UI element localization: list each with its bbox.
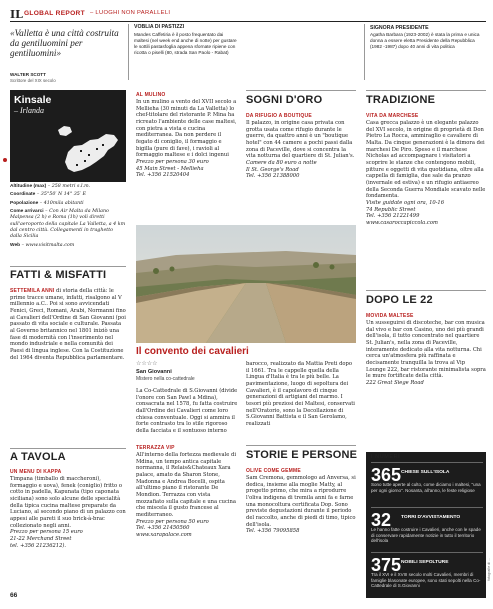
bullet-dot	[3, 158, 7, 162]
tradizione-body	[366, 120, 486, 227]
kinsale-info	[10, 184, 126, 251]
numeri-divider	[371, 552, 483, 553]
dopo-title: DOPO LE 22	[366, 294, 433, 306]
terrazza-subhead: TERRAZZA VIP	[136, 445, 175, 451]
tradizione-price: Visite guidate ogni ora, 10-16	[366, 199, 445, 206]
section-subtitle: – LUOGHI NON PARALLELI	[90, 10, 171, 17]
come-label: Come arrivarci	[10, 208, 44, 214]
tavola-subhead: UN MENU DI KAPPA	[10, 469, 62, 475]
sogni-body	[246, 120, 356, 180]
storie-tel: Tel. +356 79095858	[246, 528, 300, 535]
convento-sub: Mistero nella co-cattedrale	[136, 376, 195, 382]
kinsale-title: Kinsale	[14, 94, 52, 106]
photo-caption-title: Il convento dei cavalieri	[136, 346, 249, 357]
dopo-text: Un susseguirsi di discoteche, bar con musica dal vivo e bar con Casino, uno dei più grandi dell'isola, il tutto concentrato nel quartiere St. Julian's, nella zona di Paceville, interamente dedicato alla vita notturna. Chi cerca un'atmosfera più raffinata e decisamente tranquilla la trova al Vip Lounge 222, bar ristorante minimalista sopra le mure fortificate della città.	[366, 320, 486, 380]
tradizione-title: TRADIZIONE	[366, 94, 436, 106]
rating-stars: ☆☆☆☆	[136, 361, 158, 367]
numeri-item	[371, 465, 483, 495]
fatti-title: FATTI & MISFATTI	[10, 269, 107, 281]
box-vobla-title: VOBLIA DI PASTIZZI	[134, 24, 185, 30]
page-number: 66	[10, 592, 18, 599]
numeri-divider	[371, 462, 483, 463]
numeri-text: Le hanno fatte costruire i Cavalieri, anche con le spade di conservare rapidamente notizie in tutto il territorio dell'isola	[371, 527, 481, 544]
numeri-label: NOBILI SEPOLTURE	[401, 560, 449, 565]
terrazza-text: All'interno della fortezza medievale di Mdina, un tempo antica capitale normanna, il Relais&Chateaux Xara palace, amato da Sharon Stone, Madonna e Andrea Bocelli, ospita all'ultimo piano il ristorante De Mondion. Terrazza con vista mozzafiato sulla capitale e una cucina che miscela il gusto francese al mediterraneo.	[136, 452, 236, 518]
web-value: – www.visitmalta.com	[21, 242, 75, 248]
storie-subhead: OLIVE COME GEMME	[246, 468, 301, 474]
tradizione-subhead: VITA DA MARCHESE	[366, 113, 419, 119]
rule	[10, 266, 126, 267]
divider	[364, 24, 365, 80]
numeri-label: TORRI D'AVVISTAMENTO	[401, 515, 461, 520]
convento-photo	[136, 225, 356, 343]
mulino-text: In un mulino a vento del XVII secolo a Mellieha (30 minuti da La Valletta) lo chef-titolare del ristorante P. Mina ha ricreato l'ambiente delle case maltesi, con pietra a vista e cucina mediterranea. Da non perdere il fegato di coniglio, il formaggio e bigilla (pure di fave), i ravioli al formaggio maltese e i dolci ingenui	[136, 99, 237, 159]
pull-quote: «Valletta è una città costruita da gentiluomini per gentiluomini»	[10, 28, 119, 58]
sogni-subhead: DA RIFUGIO A BOUTIQUE	[246, 113, 312, 119]
mulino-addr: 45 Main Street - Mellieha	[136, 165, 204, 172]
dopo-body	[366, 320, 486, 387]
sogni-text: Il palazzo, in origine casa privata con grotta usata come rifugio durante le guerre, da quattro anni è un "boutique hotel" con 44 camere a pochi passi dalla zona di Paceville, dove si concentra la vita notturna del quartiere di St. Julian's.	[246, 120, 355, 160]
divider	[128, 24, 129, 80]
quote-author-role: Scrittore del XIX secolo	[10, 78, 56, 83]
rule	[246, 90, 356, 91]
magazine-logo: IL	[10, 8, 23, 21]
header-rule	[10, 21, 486, 22]
sogni-price: Camere da 80 euro a notte	[246, 159, 317, 166]
box-signora-text: Agatha Barbara (1923-2002) è stata la prima e unica donna a essere eletta Presidente della Repubblica (1982 -1987) dopo 40 anni di vita politica	[370, 32, 480, 50]
pop-value: – 410mila abitanti	[39, 200, 84, 206]
numeri-header: I NUMERI	[371, 454, 401, 460]
coord-label: Coordinate	[10, 192, 36, 198]
terrazza-tel: Tel. +356 21450560	[136, 525, 190, 532]
tavola-addr: 21-22 Merchand Street	[10, 535, 72, 542]
storie-text: Sam Cremona, gemmologo ad Anversa, si dedica, insieme alla moglie Matty, al progetto primo, che mira a riprodurre l'oliva indigena di tremila anni fa e farne una monocoltura certificata Dop. Sono previste degustazioni durante il periodo del raccolto, anche di piedi di timo, tipico dell'isola.	[246, 475, 356, 528]
mulino-tel: Tel. +356 21520404	[136, 172, 190, 179]
dopo-addr: 222 Great Siege Road	[366, 379, 424, 386]
fatti-text: di storia della città: le prime tracce umane, infatti, risalgono al V millennio a.C.. Poi si sono avvicendati Fenici, Greci, Romani, Arabi, Normanni fino ai Cavalieri dell'Ordine di San Giovanni (poi passato di vita sociale e culturale. Passata al Governo britannico nel 1801 iniziò una fase di modernità con l'inserimento nel mondo industriale e nella comunità dei Paesi di lingua inglese. Con la Costituzione del 1964 diventa Repubblica parlamentare.	[10, 288, 126, 361]
tavola-text: Timpana (timballo di maccheroni), formaggio e uova), fenek (coniglio) fritto o cotto in padella, Kapunata (tipo caponata siciliana) sono solo alcune delle specialità della tipica cucina maltese preparate da Luciano, al secondo piano di un palazzo con appesi alle pareti il suo brick-à-brac collezionato negli anni.	[10, 476, 126, 529]
numeri-item	[371, 510, 483, 544]
numeri-label: CHIESE SULL'ISOLA	[401, 470, 450, 475]
altitudine-value: – 258 metri s.l.m.	[47, 184, 91, 189]
storie-body	[246, 475, 356, 535]
fortress-illustration	[136, 225, 356, 343]
rule	[366, 90, 486, 91]
section-title: GLOBAL REPORT	[24, 10, 85, 17]
terrazza-price: Prezzo per persona 50 euro	[136, 518, 209, 525]
coord-value: – 35°50′ N 14° 35′ E	[36, 192, 86, 198]
convento-col1: La Co-Cattedrale di S.Giovanni (divide l'onore con San Pawl a Mdina), consacrata nel 1578, fu fatta costruire dall'Ordine dei Cavalieri come loro chiesa conventuale. Oggi si ammira il forte contrasto tra lo stile rigoroso della facciata e il sontuoso interno	[136, 388, 238, 434]
tradizione-web[interactable]: www.casaroccapiccola.com	[366, 219, 438, 226]
tavola-tel: tel. +356 21236212).	[10, 542, 67, 549]
storie-title: STORIE E PERSONE	[246, 449, 358, 461]
fatti-body	[10, 288, 126, 361]
tradizione-text: Casa grecca palazzo è un elegante palazzo del XVI secolo, in origine di proprietà di Don Pietro La Rocca, ammiraglio e cavaliere di Malta. Da cinque generazioni è la dimora dei marchesi De Piro. Speso e il marchese Nicholas ad accompagnare i visitatori a scoprire le stanze che contengono mobili, pitture e oggetti di vita quotidiana, oltre alla cappella di famiglia, due sale da pranzo (invernale ed estiva) e un rifugio antiaereo della Seconda Guerra Mondiale scavato nelle fondamenta.	[366, 120, 486, 200]
come-value: – Con Air Malta da Milano Malpensa (2 h) e Roma (1h) voli diretti sull'aeroporto della capitale La Valletta, a 4 km dal centro città. Collegamenti in traghetto dalla Sicilia	[10, 208, 126, 240]
numeri-divider	[371, 507, 483, 508]
kinsale-subtitle: – Irlanda	[14, 106, 44, 115]
mulino-body	[136, 99, 238, 179]
rule	[246, 445, 356, 446]
numeri-text: Tra il XVI e il XVIII secolo molti Cavalieri, membri di famiglie blasonate europee, sono stati sepolti nella Co-Cattedrale di S.Giovanni	[371, 572, 481, 589]
box-vobla-text: Mandes Caffetiria è il posto frequentato dai maltesi (nel week end anche di notte) per gustare le sottili pastasfoglia appena sfornate ripiene con ricotta o piselli (80, strada San Paolo - Rabat)	[134, 32, 237, 56]
numeri-text: Sono tutte aperte al culto, come diciamo i maltesi, "una per ogni giorno". Nosanta, all'anno, le feste religiose	[371, 482, 481, 493]
convento-col2: barocco, realizzato da Mattia Preti dopo il 1661. Tra le cappelle quella della Lingua d'Italia è tra le più belle. La pavimentazione, luogo di sepoltura dei Cavalieri, è il capolavoro di cinque generazioni di artigiani del marmo. I tesori più preziosi dei Maltesi, conservati nell'Oratorio, sono la Decollazione di S.Giovanni Battista e il San Gerolamo, realizzati	[246, 361, 355, 427]
numeri-value: 32	[371, 510, 392, 530]
rule	[366, 290, 486, 291]
sogni-title: SOGNI D'ORO	[246, 94, 323, 106]
box-signora-title: SIGNORA PRESIDENTE	[370, 25, 429, 31]
quote-author: WALTER SCOTT	[10, 72, 46, 77]
convento-name: San Giovanni	[136, 369, 172, 375]
numeri-item	[371, 555, 483, 589]
sogni-addr: Il St. George's Road	[246, 166, 299, 173]
terrazza-web[interactable]: www.xarapalace.com	[136, 531, 192, 538]
fatti-subhead: SETTEMILA ANNI	[10, 288, 55, 294]
tradizione-addr: 74 Republic Street	[366, 206, 416, 213]
mulino-price: Prezzo per persona 30 euro	[136, 158, 209, 165]
rule	[10, 448, 126, 449]
sogni-tel: Tel. +356 21388000	[246, 173, 300, 180]
photo-credit: fotografie di ...	[487, 558, 491, 581]
terrazza-body	[136, 452, 238, 539]
numeri-value: 365	[371, 465, 402, 485]
numeri-value: 375	[371, 555, 402, 575]
tavola-price: Prezzo per persona 15 euro	[10, 529, 83, 536]
altitudine-label: Altitudine (max)	[10, 184, 47, 189]
mulino-subhead: AL MULINO	[136, 92, 166, 98]
tradizione-tel: Tel. +356 21221499	[366, 213, 420, 220]
pop-label: Popolazione	[10, 200, 39, 206]
page-header	[10, 8, 486, 20]
tavola-body	[10, 476, 126, 549]
tavola-title: A TAVOLA	[10, 451, 66, 463]
web-label: Web	[10, 242, 21, 248]
dopo-subhead: MOVIDA MALTESE	[366, 313, 414, 319]
